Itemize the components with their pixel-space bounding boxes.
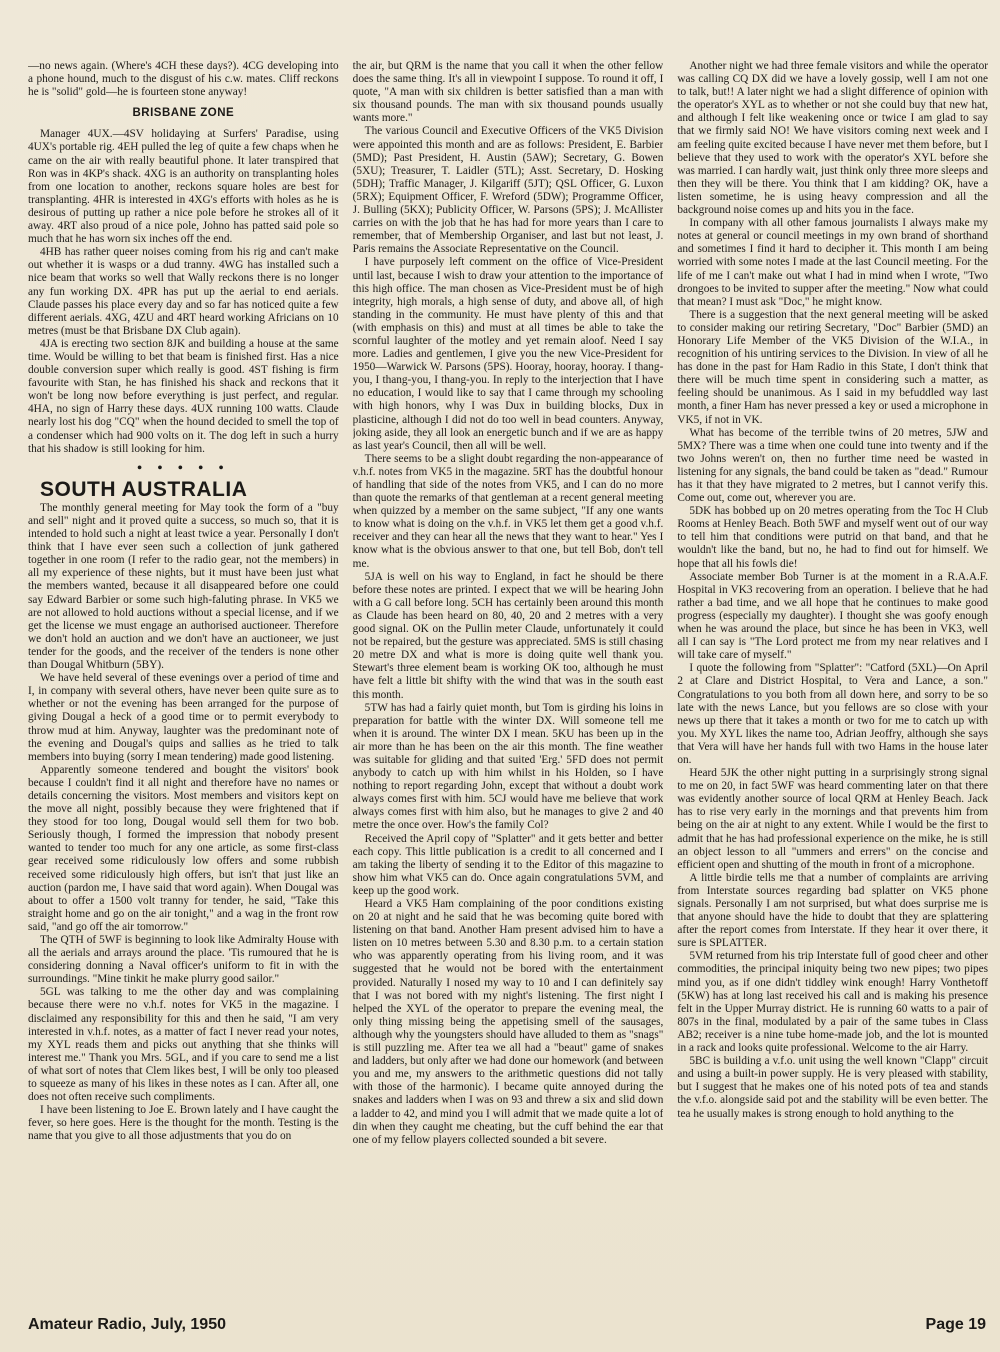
- paragraph: We have held several of these evenings over a period of time and I, in company with several others, have never been quite sure as to whether or not the evening has been arranged for the purpose of giving Dougal a heck of a good time or to permit everybody to throw mud at him. Anyway, laughter was the predominant note of the evening and Dougal's quips and sallies as he tried to talk members into buying (sorry I mean tendering) made good listening.: [28, 672, 339, 763]
- paragraph: 5DK has bobbed up on 20 metres operating from the Toc H Club Rooms at Henley Beach. Both 5WF and myself went out of our way to tell him that conditions were putrid on that band, and that he wouldn't like the band, but no, he had to find out for himself. We hope that all his fowls die!: [677, 505, 989, 570]
- paragraph: Apparently someone tendered and bought the visitors' book because I couldn't find it all night and therefore have no names or details concerning the visitors. Most members and visitors kept on the move all night, possibly because they were frightened that if they stood for too long, Dougal would sell them for two bob. Seriously though, I formed the impression that nobody present wanted to tender too much for any one article, as some first-class gear received some ridiculously low offers and some rubbish received some ridiculously high offers, but isn't that just like an auction (pardon me, I have said that word again). When Dougal was about to offer a 1500 volt tranny for tender, he said, "Take this straight home and go on the air tonight," and a wag in the front row said, "and go off the air tomorrow.": [28, 763, 339, 933]
- zone-heading: BRISBANE ZONE: [132, 107, 235, 120]
- paragraph: Manager 4UX.—4SV holidaying at Surfers' Paradise, using 4UX's portable rig. 4EH pulled the leg of quite a few chaps when he came on the air with really beautiful phone. It later transpired that Ron was in 4KP's shack. 4XG is an authority on transplanting holes from one location to another, reckons square holes are best for transplanting. 4HR is interested in 4XG's efforts with holes as he is desirous of putting up rather a nice pole before he strokes all of it away. 4RT also proud of a nice pole, Johno has patted said pole so much that he has worn six inches off the end.: [28, 128, 339, 246]
- paragraph: The QTH of 5WF is beginning to look like Admiralty House with all the aerials and arrays around the place. 'Tis rumoured that he is considering donning a Naval officer's uniform to fit in with the surroundings. "Mine tinkit he make plurry good sailor.": [28, 934, 339, 986]
- page-footer: [28, 1310, 986, 1340]
- paragraph: I have been listening to Joe E. Brown lately and I have caught the fever, so here goes. Here is the thought for the month. Testing is the name that you give to all those adjustments that you do on: [28, 1104, 339, 1143]
- paragraph: The various Council and Executive Officers of the VK5 Division were appointed this month and are as follows: President, E. Barbier (5MD); Past President, H. Austin (5AW); Secretary, G. Bowen (5XU); Treasurer, T. Laidler (5TL); Asst. Secretary, D. Hosking (5DH); Traffic Manager, J. Kilgariff (5JT); QSL Officer, G. Luxon (5RX); Equipment Officer, F. Wreford (5DW); Programme Officer, J. Bulling (5KX); Publicity Officer, W. Parsons (5PS); J. McAllister carries on with the job that he has had for more years than I care to remember, that of Membership Organiser, and last but not least, J. Paris remains the Associate Representative on the Council.: [352, 125, 664, 256]
- column-2: [353, 60, 664, 1300]
- paragraph: 5TW has had a fairly quiet month, but Tom is girding his loins in preparation for battle with the winter DX. Will someone tell me when it is around. The winter DX I mean. 5KU has been up in the air more than he has been on the air this month. The fine weather was suitable for gliding and that suited 'Erg.' 5FD does not permit anybody to catch up with him whilst in his Holden, so I have nothing to report regarding John, except that without a doubt work always comes first with him. 5CJ would have me believe that work always comes first with him also, but he manages to give 2 and 40 metre the once over. How's the family Col?: [352, 701, 664, 832]
- text-columns: [28, 60, 988, 1300]
- section-divider: • • • • •: [137, 460, 230, 476]
- page-number: Page 19: [925, 1316, 986, 1333]
- top-margin: [0, 0, 1000, 56]
- column-1: [28, 60, 339, 1300]
- paragraph: 5VM returned from his trip Interstate full of good cheer and other commodities, the principal iniquity being two new pipes; two pipes mind you, as if one didn't tiddley wink enough! Harry Vonthetoff (5KW) has at long last received his call and is making his presence felt in the Upper Murray district. He is running 60 watts to a pair of 807s in the final, modulated by a pair of the same tubes in Class AB2; receiver is a nine tube home-made job, and the lot is mounted in a rack and looks quite professional. Welcome to the air Harry.: [677, 950, 989, 1055]
- paragraph: There is a suggestion that the next general meeting will be asked to consider making our retiring Secretary, "Doc" Barbier (5MD) an Honorary Life Member of the VK5 Division of the W.I.A., in recognition of his untiring services to the Division. In view of all he has done in the past for Ham Radio in this State, I don't think that there will be much time spent in considering such a matter, as feeling should be unanimous. As I said in my befuddled way last month, a finer Ham has never pressed a key or used a microphone in VK5, if not in VK.: [677, 308, 989, 426]
- paragraph: —no news again. (Where's 4CH these days?). 4CG developing into a phone hound, much to the disgust of his c.w. mates. Cliff reckons he is "solid" gold—he is fourteen stone anyway!: [28, 60, 339, 99]
- paragraph: Another night we had three female visitors and while the operator was calling CQ DX did we have a lovely gossip, well I am not one to talk, but!! A later night we had a slight difference of opinion with the operator's XYL as to whether or not she could buy that new hat, and although I felt like weakening once or twice I am glad to say that we firmly said NO! We have visitors coming next week and I am feeling quite excited because I have never met them before, but I believe that they used to work with the operator's XYL before she was married. I can hardly wait, just think only three more sleeps and then they will be there. You think that I am kidding? OK, have a listen sometime, he is using heavy compression and all the background noise comes up and hits you in the face.: [677, 60, 989, 217]
- paragraph: I quote the following from "Splatter": "Catford (5XL)—On April 2 at Clare and District Hospital, to Vera and Lance, a son." Congratulations to you both from all down here, and sorry to be so late with the news Lance, but you fellows are so close with your news up there that it takes a month or two for me to catch up with you. My XYL likes the name too, Adrian Jeoffry, although she says that Vera will have her hands full with two Hams in the house later on.: [677, 662, 989, 766]
- paragraph: Heard a VK5 Ham complaining of the poor conditions existing on 20 at night and he said that he was becoming quite bored with listening on that band. Another Ham present advised him to have a listen on 10 metres between 5.30 and 8.30 p.m. to a certain station who was apparently operating from his living room, and it was suggested that he would not be bored with the entertainment provided. Naturally I nosed my way to 10 and I can definitely say that I was not bored with my night's listening. The first night I helped the XYL of the operator to prepare the evening meal, the only thing missing being the appetising smell of the sausages, although why the youngsters should have alluded to them as "snags" is still puzzling me. After tea we all had a "beaut" game of snakes and ladders, but only after we had done our homework (and between you and me, my answers to the arithmetic questions did not tally with those of the harmonic). I became quite annoyed during the snakes and ladders when I was on 93 and threw a six and slid down a ladder to 42, and mind you I will admit that we made quite a lot of din when they caught me cheating, but the cuff behind the ear that one of my fellow players collected sounded a bit severe.: [352, 898, 664, 1146]
- paragraph: What has become of the terrible twins of 20 metres, 5JW and 5MX? There was a time when one could tune into twenty and if the two Johns weren't on, then no further time need be wasted in listening for any signals, the band could be taken as "dead." Rumour has it that they have migrated to 2 metres, but I cannot verify this. Come out, come out, wherever you are.: [677, 426, 989, 505]
- paragraph: 4HB has rather queer noises coming from his rig and can't make out whether it is wasps or a dud tranny. 4WG has installed such a nice beam that works so well that Wally reckons there is no longer any fun working DX. 4PR has put up the aerial to end aerials. Claude passes his place every day and so far has noticed quite a few different aerials. 4XG, 4ZU and 4RT heard working Africians on 10 metres (must be that Brisbane DX Club again).: [28, 246, 339, 337]
- paragraph: A little birdie tells me that a number of complaints are arriving from Interstate sources regarding bad splatter on VK5 phone signals. Personally I am not surprised, but what does surprise me is that anyone should have the hide to doubt that they are splattering after the report comes from Interstate. If they hear it over there, it sure is SPLATTER.: [677, 871, 989, 950]
- paragraph: 5GL was talking to me the other day and was complaining because there were no v.h.f. notes for VK5 in the magazine. I disclaimed any responsibility for this and then he said, "I am very interested in v.h.f. notes, as a matter of fact I never read your notes, my XYL reads them and picks out anything that she thinks will interest me." Thank you Mrs. 5GL, and if you care to send me a list of what sort of notes that Clem likes best, I will be only too pleased to squeeze as many of his likes in these notes as I can. After all, one does not often receive such compliments.: [28, 986, 339, 1104]
- paragraph: The monthly general meeting for May took the form of a "buy and sell" night and it proved quite a success, so much so, that it is intended to hold such a night at least twice a year. Personally I don't think that I have ever seen such a collection of junk gathered together in one room (I refer to the radio gear, not the members) in all my experience of these nights, but it must have been just what the members wanted, because it all disappeared before one could say Edward Barbier or some such high-faluting phrase. In VK5 we are not allowed to hold auctions without a special license, and if we get the license we must engage an authorised auctioneer. Therefore we don't hold an auction and we don't have an auctioneer, we just tender for the goods, and the receiver of the tenders is none other than Dougal Whitburn (5BY).: [28, 501, 339, 672]
- paragraph: Received the April copy of "Splatter" and it gets better and better each copy. This little publication is a credit to all concerned and I am taking the liberty of sending it to the Editor of this magazine to show him what VK5 can do. Once again congratulations 5VM, and keep up the good work.: [352, 832, 664, 897]
- paragraph: 4JA is erecting two section 8JK and building a house at the same time. Would be willing to bet that beam is finished first. Has a nice double conversion super which really is good. 4ST fishing is firm favourite with Stan, he has finished his shack and reckons that it won't be long now before everything is just perfect, and regular. 4HA, no sign of Harry these days. 4UX running 100 watts. Claude nearly lost his dog "CQ" when the hound decided to smell the top of a condenser which had 900 volts on it. The dog left in such a hurry that his shadow is still looking for him.: [28, 337, 339, 455]
- paragraph: Heard 5JK the other night putting in a surprisingly strong signal to me on 20, in fact 5WF was heard commenting later on that there was evidently another source of local QRM at Henley Beach. Jack has to rise very early in the mornings and that prevents him from being on the air at night to any extent. While I would be the first to admit that he has had professional experience on the mike, he is still an object lesson to all "ummers and errers" on the concise and efficient open and shutting of the mouth in front of a microphone.: [677, 767, 989, 871]
- paragraph: 5JA is well on his way to England, in fact he should be there before these notes are printed. I expect that we will be hearing John with a G call before long. 5CH has certainly been around this month as Claude has been heard on 80, 40, 20 and 2 metres with a very good signal. OK on the Pullin meter Claude, unfortunately it could not be repaired, but the gesture was appreciated. 5MS is still chasing 20 metre DX and what is more is doing quite well thank you. Stewart's three element beam is working OK too, although he must have felt a little bit shifty with the wind that was in the south east this month.: [352, 570, 664, 701]
- paragraph: the air, but QRM is the name that you call it when the other fellow does the same thing. It's all in viewpoint I suppose. To round it off, I quote, "A man with six children is better satisfied than a man with six thousand pounds. The man with six thousand pounds usually wants more.": [352, 60, 664, 125]
- paragraph: In company with all other famous journalists I always make my notes at general or council meetings in my own brand of shorthand and sometimes I find it hard to decipher it. This month I am being worried with some notes I made at the last Council meeting. For the life of me I can't make out what I had in mind when I wrote, "Two drongoes to be invited to supper after the meeting." Now what could that mean? I must ask "Doc," he might know.: [677, 217, 989, 308]
- section-heading: SOUTH AUSTRALIA: [40, 477, 248, 501]
- paragraph: I have purposely left comment on the office of Vice-President until last, because I wish to draw your attention to the importance of this high office. The man chosen as Vice-President must be of high integrity, high morals, a high sense of duty, and above all, of high standing in the community. He must have plenty of this and that (with emphasis on this) and must at all times be able to take the scornful laughter of the motley and yet remain aloof. Need I say more. Ladies and gentlemen, I give you the new Vice-President for 1950—Warwick W. Parsons (5PS). Hooray, hooray, hooray. I thang-you, I thang-you, I thang-you. In reply to the interjection that I have no education, I would like to say that I came through my schooling with high honors, why I was Dux in building blocks, Dux in plasticine, although I did not do too well in bead counters. Anyway, joking aside, they all look an energetic bunch and if we are as happy as last year's Council, then all will be well.: [352, 256, 664, 452]
- column-3: [677, 60, 988, 1300]
- paragraph: Associate member Bob Turner is at the moment in a R.A.A.F. Hospital in VK3 recovering from an operation. I believe that he had rather a bad time, and we all hope that he continues to make good progress (especially my daughter). I thought she was goofy enough when he was around the place, but since he has been in VK3, well all I can say is "The Lord protect me from my near relatives and I will take care of myself.": [677, 570, 989, 662]
- paragraph: There seems to be a slight doubt regarding the non-appearance of v.h.f. notes from VK5 in the magazine. 5RT has the doubtful honour of handling that side of the notes from VK5, and I can do no more than quote the remarks of that gentleman at a recent general meeting when quizzed by a member on the same subject, "If any one wants to know what is doing on the v.h.f. in VK5 let them get a good v.h.f. receiver and they can hear all the news that they want to hear." Yes I know what is the obvious answer to that one, but tell Bob, don't tell me.: [352, 452, 664, 570]
- paragraph: 5BC is building a v.f.o. unit using the well known "Clapp" circuit and using a built-in power supply. He is very pleased with stability, but I suggest that he makes one of his noted pots of tea and stands the v.f.o. alongside said pot and the stability will be even better. The tea he usually makes is strong enough to hold anything to the: [677, 1055, 989, 1120]
- publication-line: Amateur Radio, July, 1950: [28, 1316, 226, 1333]
